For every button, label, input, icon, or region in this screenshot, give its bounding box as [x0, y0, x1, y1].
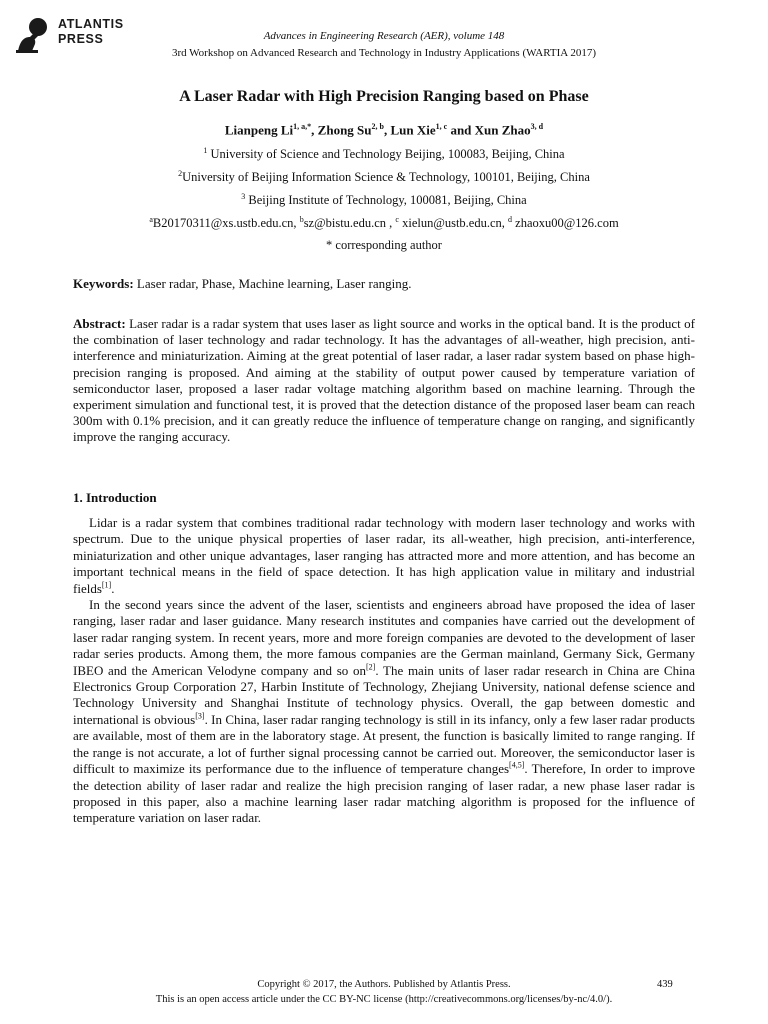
- workshop-line: 3rd Workshop on Advanced Research and Technology in Industry Applications (WARTIA 2017): [171, 47, 597, 59]
- email-text: B20170311@xs.ustb.edu.cn,: [152, 216, 300, 231]
- abstract-text: Laser radar is a radar system that uses laser as light source and works in the optical band. It is the product of the combination of laser technology and radar technology. It has the advantages of all-weather, high precision, anti-interference and miniaturization. Aiming at the great potential of laser radar, a laser radar system based on phase high-precision ranging is proposed. And aiming at the stability of output power caused by temperature variation of semiconductor laser, proposed a laser radar voltage matching algorithm based on machine learning. Through the experiment simulation and functional test, it is proved that the detection distance of the proposed laser beam can reach 300m with 0.1% precision, and it can greatly reduce the influence of temperature change on ranging, and significantly improve the ranging accuracy.: [73, 316, 695, 445]
- email-sup: c: [395, 215, 399, 224]
- email-line: [0, 215, 768, 231]
- introduction-body: [73, 515, 695, 827]
- citation: [2]: [365, 662, 376, 672]
- paragraph-text: .: [111, 580, 115, 596]
- email-text: sz@bistu.edu.cn ,: [303, 216, 396, 231]
- affiliation-text: University of Beijing Information Science & Technology, 100101, Beijing, China: [182, 170, 590, 185]
- copyright-line: Copyright © 2017, the Authors. Published by Atlantis Press.: [257, 979, 511, 990]
- paragraph-text: Lidar is a radar system that combines traditional radar technology with modern laser technology and works with spectrum. Due to the unique physical properties of laser radar, its all-weather, high precision, anti-interference, miniaturization and other unique advantages, laser ranging has attracted more and more attention, and has become an important technical means in the field of space detection. It has high application value in military and industrial fields: [73, 515, 695, 596]
- email-sup: d: [508, 215, 513, 224]
- abstract-label: Abstract:: [73, 316, 126, 331]
- intro-paragraph: [73, 597, 695, 827]
- intro-paragraph: [73, 515, 695, 597]
- author-affil-sup: 1, a,*: [293, 122, 312, 131]
- affiliation-sup: 3: [241, 192, 246, 201]
- author-affil-sup: 3, d: [530, 122, 544, 131]
- author-separator: and: [447, 122, 475, 138]
- paragraph-text: . In China, laser radar ranging technology is still in its infancy, only a few laser radar products are available, most of them are in the laboratory stage. At present, the function is basically limited to range ranging. If the range is not accurate, a lot of further signal processing cannot be carried out. Moreover, the semiconductor laser is difficult to maximize its performance due to the influence of temperature changes: [73, 711, 695, 777]
- author-name: Lianpeng Li: [224, 122, 294, 138]
- author-separator: ,: [311, 122, 318, 138]
- affiliation-1: [0, 146, 768, 162]
- author-affil-sup: 2, b: [371, 122, 384, 131]
- paragraph-text: . Therefore, In order to improve the detection ability of laser radar and realize the high precision ranging of laser radar, a new phase laser radar is proposed in this paper, also a machine learning laser radar matching algorithm is proposed for the influence of temperature variation on laser radar.: [73, 761, 695, 826]
- journal-line: Advances in Engineering Research (AER), volume 148: [263, 30, 505, 42]
- paragraph-text: In the second years since the advent of the laser, scientists and engineers abroad have proposed the idea of laser ranging, laser radar and laser guidance. Many research institutes and companies have carried out the development of laser radar ranging system. In recent years, more and more foreign companies are devoted to the development of laser radar series products. Among them, the more famous companies are the German mainland, Germany Sick, Germany IBEO and the American Velodyne company and so on: [73, 597, 695, 678]
- affiliation-2: [0, 169, 768, 185]
- keywords-label: Keywords:: [73, 276, 134, 291]
- author-affil-sup: 1, c: [435, 122, 448, 131]
- affiliation-text: Beijing Institute of Technology, 100081, Beijing, China: [245, 193, 527, 208]
- affiliation-3: [0, 192, 768, 208]
- author-name: Lun Xie: [390, 122, 436, 138]
- affiliation-text: University of Science and Technology Beijing, 100083, Beijing, China: [207, 147, 565, 162]
- logo-line-2: PRESS: [58, 32, 104, 46]
- affiliation-sup: 1: [203, 146, 208, 155]
- citation: [3]: [195, 711, 205, 721]
- citation: [4,5]: [509, 760, 525, 770]
- abstract: [73, 316, 695, 446]
- keywords-text: Laser radar, Phase, Machine learning, Laser ranging.: [133, 276, 412, 291]
- email-text: xielun@ustb.edu.cn,: [398, 216, 509, 231]
- corresponding-author-note: * corresponding author: [326, 238, 442, 252]
- author-line: [0, 122, 768, 138]
- page-header: [0, 0, 768, 66]
- license-line: This is an open access article under the CC BY-NC license (http://creativecommons.org/licenses/by-nc/4.0/).: [155, 994, 613, 1005]
- email-sup: a: [149, 215, 153, 224]
- page-number: 439: [657, 979, 673, 990]
- author-separator: ,: [383, 122, 391, 138]
- keywords: [73, 276, 695, 292]
- author-name: Zhong Su: [317, 122, 372, 138]
- citation: [1]: [101, 580, 112, 590]
- paragraph-text: . The main units of laser radar research in China are China Electronics Group Corporation 27, Harbin Institute of Technology, Zhejiang University, national defense science and Technology University and Shanghai Institute of technology physics. Overall, the gap between domestic and international is obvious: [73, 662, 695, 727]
- affiliation-sup: 2: [178, 169, 183, 178]
- logo-line-1: ATLANTIS: [58, 17, 124, 31]
- paper-title: A Laser Radar with High Precision Ranging based on Phase: [179, 88, 589, 105]
- author-name: Xun Zhao: [474, 122, 531, 138]
- email-sup: b: [299, 215, 304, 224]
- section-heading: 1. Introduction: [73, 490, 157, 505]
- email-text: zhaoxu00@126.com: [512, 216, 619, 231]
